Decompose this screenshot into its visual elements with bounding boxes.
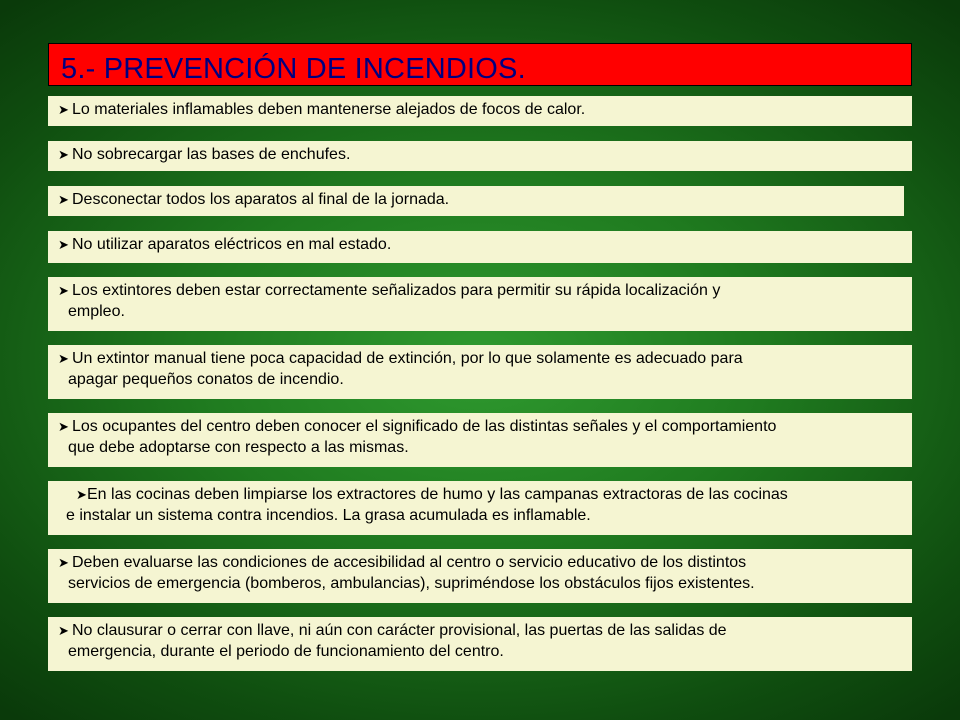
bullet-text-7: Los ocupantes del centro deben conocer el significado de las distintas señales y el comportamiento <box>72 418 777 435</box>
arrow-bullet-icon: ➤ <box>58 147 69 162</box>
bullet-box-1 <box>48 96 912 126</box>
arrow-bullet-icon: ➤ <box>58 237 69 252</box>
bullet-box-5 <box>48 277 912 331</box>
bullet-box-8 <box>48 481 912 535</box>
bullet-box-4 <box>48 231 912 263</box>
bullet-text-3: Desconectar todos los aparatos al final de la jornada. <box>72 191 450 208</box>
bullet-box-9 <box>48 549 912 603</box>
bullet-box-2 <box>48 141 912 171</box>
bullet-text-5: Los extintores deben estar correctamente señalizados para permitir su rápida localización y <box>72 282 721 299</box>
arrow-bullet-icon: ➤ <box>58 623 69 638</box>
arrow-bullet-icon: ➤ <box>58 102 69 117</box>
arrow-bullet-icon: ➤ <box>58 419 69 434</box>
bullet-box-10 <box>48 617 912 671</box>
bullet-text-6: Un extintor manual tiene poca capacidad de extinción, por lo que solamente es adecuado para <box>72 350 743 367</box>
title-banner <box>48 43 912 86</box>
bullet-text-2: No sobrecargar las bases de enchufes. <box>72 146 351 163</box>
bullet-text-10-cont: emergencia, durante el periodo de funcionamiento del centro. <box>68 643 504 660</box>
arrow-bullet-icon: ➤ <box>58 555 69 570</box>
bullet-text-8: En las cocinas deben limpiarse los extractores de humo y las campanas extractoras de las cocinas <box>87 486 788 503</box>
bullet-box-3 <box>48 186 904 216</box>
arrow-bullet-icon: ➤ <box>58 283 69 298</box>
bullet-text-9: Deben evaluarse las condiciones de accesibilidad al centro o servicio educativo de los distintos <box>72 554 747 571</box>
arrow-bullet-icon: ➤ <box>58 351 69 366</box>
bullet-text-9-cont: servicios de emergencia (bomberos, ambulancias), supriméndose los obstáculos fijos existentes. <box>68 575 755 592</box>
bullet-box-6 <box>48 345 912 399</box>
slide-title: 5.- PREVENCIÓN DE INCENDIOS. <box>61 53 526 85</box>
bullet-text-10: No clausurar o cerrar con llave, ni aún con carácter provisional, las puertas de las salidas de <box>72 622 727 639</box>
bullet-text-6-cont: apagar pequeños conatos de incendio. <box>68 371 344 388</box>
bullet-box-7 <box>48 413 912 467</box>
bullet-text-5-cont: empleo. <box>68 303 125 320</box>
bullet-text-7-cont: que debe adoptarse con respecto a las mismas. <box>68 439 409 456</box>
arrow-bullet-icon: ➤ <box>76 487 87 502</box>
arrow-bullet-icon: ➤ <box>58 192 69 207</box>
bullet-text-1: Lo materiales inflamables deben mantenerse alejados de focos de calor. <box>72 101 586 118</box>
bullet-text-4: No utilizar aparatos eléctricos en mal estado. <box>72 236 392 253</box>
bullet-text-8-cont: e instalar un sistema contra incendios. La grasa acumulada es inflamable. <box>66 507 591 524</box>
